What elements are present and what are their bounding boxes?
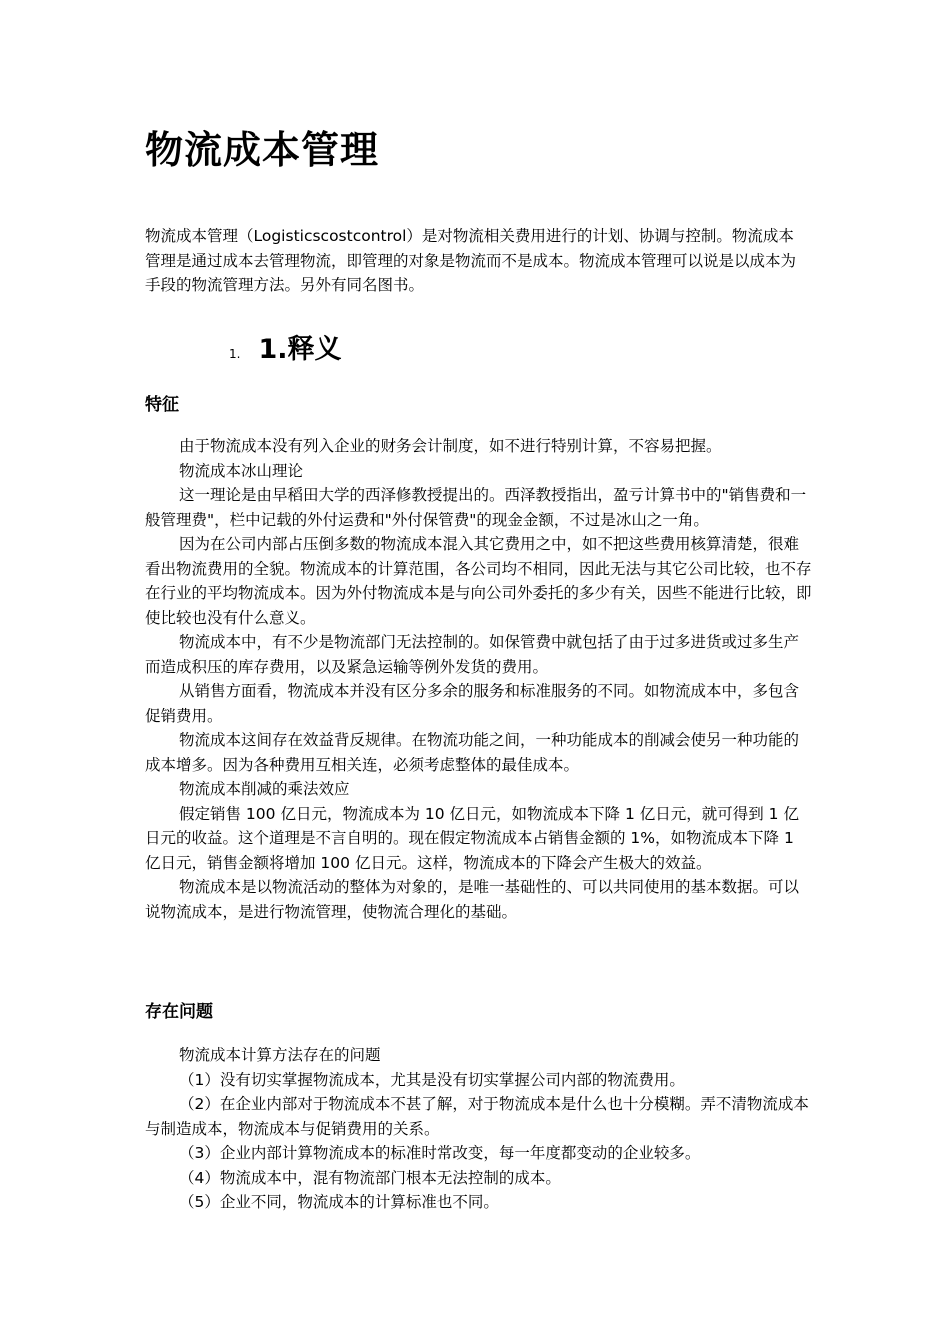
section-number: 1. (229, 347, 241, 361)
section-heading-1 (229, 330, 342, 370)
list-item: （1）没有切实掌握物流成本，尤其是没有切实掌握公司内部的物流费用。 (179, 1070, 685, 1089)
list-item: （2）在企业内部对于物流成本不甚了解，对于物流成本是什么也十分模糊。弄不清物流成本与制造成本，物流成本与促销费用的关系。 (145, 1095, 809, 1138)
paragraph: 物流成本计算方法存在的问题 (179, 1046, 381, 1064)
section-title: 1.释义 (258, 334, 342, 365)
features-body (145, 434, 813, 924)
document-title: 物流成本管理 (145, 128, 380, 172)
problems-body (145, 1043, 813, 1215)
features-heading: 特征 (145, 395, 179, 415)
paragraph: 从销售方面看，物流成本并没有区分多余的服务和标准服务的不同。如物流成本中，多包含促销费用。 (145, 682, 800, 725)
list-item: （5）企业不同，物流成本的计算标准也不同。 (179, 1193, 499, 1211)
paragraph: 物流成本冰山理论 (179, 461, 304, 480)
list-item: （3）企业内部计算物流成本的标准时常改变，每一年度都变动的企业较多。 (179, 1144, 701, 1162)
paragraph: 因为在公司内部占压倒多数的物流成本混入其它费用之中，如不把这些费用核算清楚，很难看出物流费用的全貌。物流成本的计算范围，各公司均不相同，因此无法与其它公司比较，也不存在行业的平均物流成本。因为外付物流成本是与向公司外委托的多少有关，因些不能进行比较，即使比较也没有什么意义。 (145, 535, 812, 627)
paragraph: 物流成本削减的乘法效应 (179, 780, 350, 798)
paragraph: 由于物流成本没有列入企业的财务会计制度，如不进行特别计算，不容易把握。 (179, 437, 722, 455)
paragraph: 物流成本这间存在效益背反规律。在物流功能之间，一种功能成本的削减会使另一种功能的成本增多。因为各种费用互相关连，必须考虑整体的最佳成本。 (145, 731, 800, 774)
paragraph: 假定销售 100 亿日元，物流成本为 10 亿日元，如物流成本下降 1 亿日元，就可得到 1 亿日元的收益。这个道理是不言自明的。现在假定物流成本占销售金额的 1%，如物流成本下降 1 亿日元，销售金额将增加 100 亿日元。这样，物流成本的下降会产生极大的效益。 (145, 804, 799, 872)
problems-heading: 存在问题 (145, 1002, 213, 1022)
paragraph: 物流成本是以物流活动的整体为对象的，是唯一基础性的、可以共同使用的基本数据。可以说物流成本，是进行物流管理，使物流合理化的基础。 (145, 878, 800, 921)
list-item: （4）物流成本中，混有物流部门根本无法控制的成本。 (179, 1168, 561, 1187)
paragraph: 物流成本中，有不少是物流部门无法控制的。如保管费中就包括了由于过多进货或过多生产而造成积压的库存费用，以及紧急运输等例外发货的费用。 (145, 633, 800, 676)
paragraph: 这一理论是由早稻田大学的西泽修教授提出的。西泽教授指出，盈亏计算书中的"销售费和一般管理费"，栏中记载的外付运费和"外付保管费"的现金金额，不过是冰山之一角。 (145, 486, 807, 529)
intro-paragraph: 物流成本管理（Logisticscostcontrol）是对物流相关费用进行的计划、协调与控制。物流成本管理是通过成本去管理物流，即管理的对象是物流而不是成本。物流成本管理可以说是以成本为手段的物流管理方法。另外有同名图书。 (145, 227, 797, 294)
